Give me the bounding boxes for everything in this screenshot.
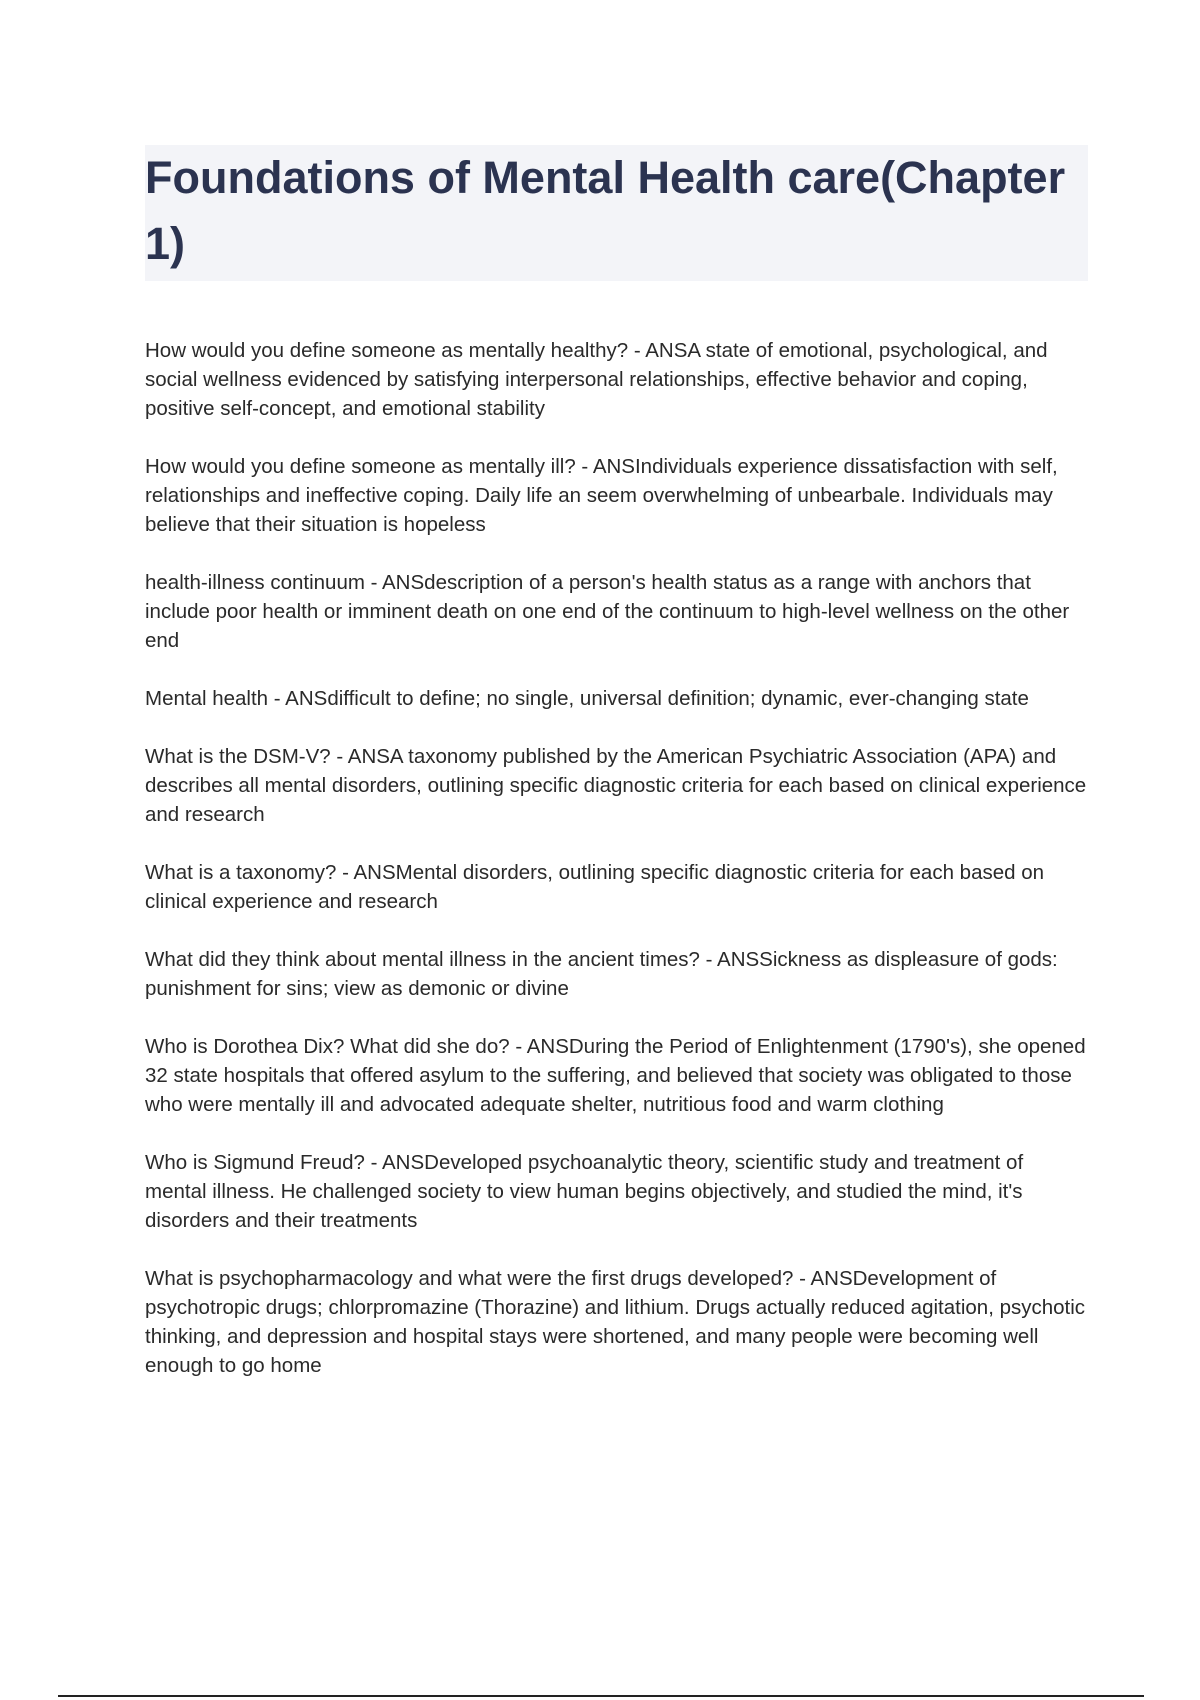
qa-item: How would you define someone as mentally healthy? - ANSA state of emotional, psychological, and social wellness evidenced by satisfying interpersonal relationships, effective behavior and coping, positive self-concept, and emotional stability xyxy=(145,339,1048,420)
qa-item: How would you define someone as mentally ill? - ANSIndividuals experience dissatisfaction with self, relationships and ineffective coping. Daily life an seem overwhelming of unbearbale. Individuals may believe that their situation is hopeless xyxy=(145,455,1058,536)
page-title: Foundations of Mental Health care(Chapter 1) xyxy=(145,152,1066,269)
qa-item: Who is Dorothea Dix? What did she do? - ANSDuring the Period of Enlightenment (1790's), she opened 32 state hospitals that offered asylum to the suffering, and believed that society was obligated to those who were mentally ill and advocated adequate shelter, nutritious food and warm clothing xyxy=(145,1035,1086,1116)
qa-item: Who is Sigmund Freud? - ANSDeveloped psychoanalytic theory, scientific study and treatment of mental illness. He challenged society to view human begins objectively, and studied the mind, it's disorders and their treatments xyxy=(145,1151,1024,1232)
qa-item: What is psychopharmacology and what were the first drugs developed? - ANSDevelopment of psychotropic drugs; chlorpromazine (Thorazine) and lithium. Drugs actually reduced agitation, psychotic thinking, and depression and hospital stays were shortened, and many people were becoming well enough to go home xyxy=(145,1267,1086,1377)
qa-item: What is the DSM-V? - ANSA taxonomy published by the American Psychiatric Association (APA) and describes all mental disorders, outlining specific diagnostic criteria for each based on clinical experience and research xyxy=(145,745,1087,826)
qa-item: Mental health - ANSdifficult to define; no single, universal definition; dynamic, ever-changing state xyxy=(145,687,1029,710)
qa-item: health-illness continuum - ANSdescription of a person's health status as a range with anchors that include poor health or imminent death on one end of the continuum to high-level wellness on the other end xyxy=(145,571,1070,652)
qa-item: What did they think about mental illness in the ancient times? - ANSSickness as displeasure of gods: punishment for sins; view as demonic or divine xyxy=(145,948,1058,1000)
qa-item: What is a taxonomy? - ANSMental disorders, outlining specific diagnostic criteria for each based on clinical experience and research xyxy=(145,861,1045,913)
qa-list xyxy=(145,336,1090,1409)
title-banner xyxy=(145,145,1088,281)
footer-divider xyxy=(58,1695,1144,1697)
